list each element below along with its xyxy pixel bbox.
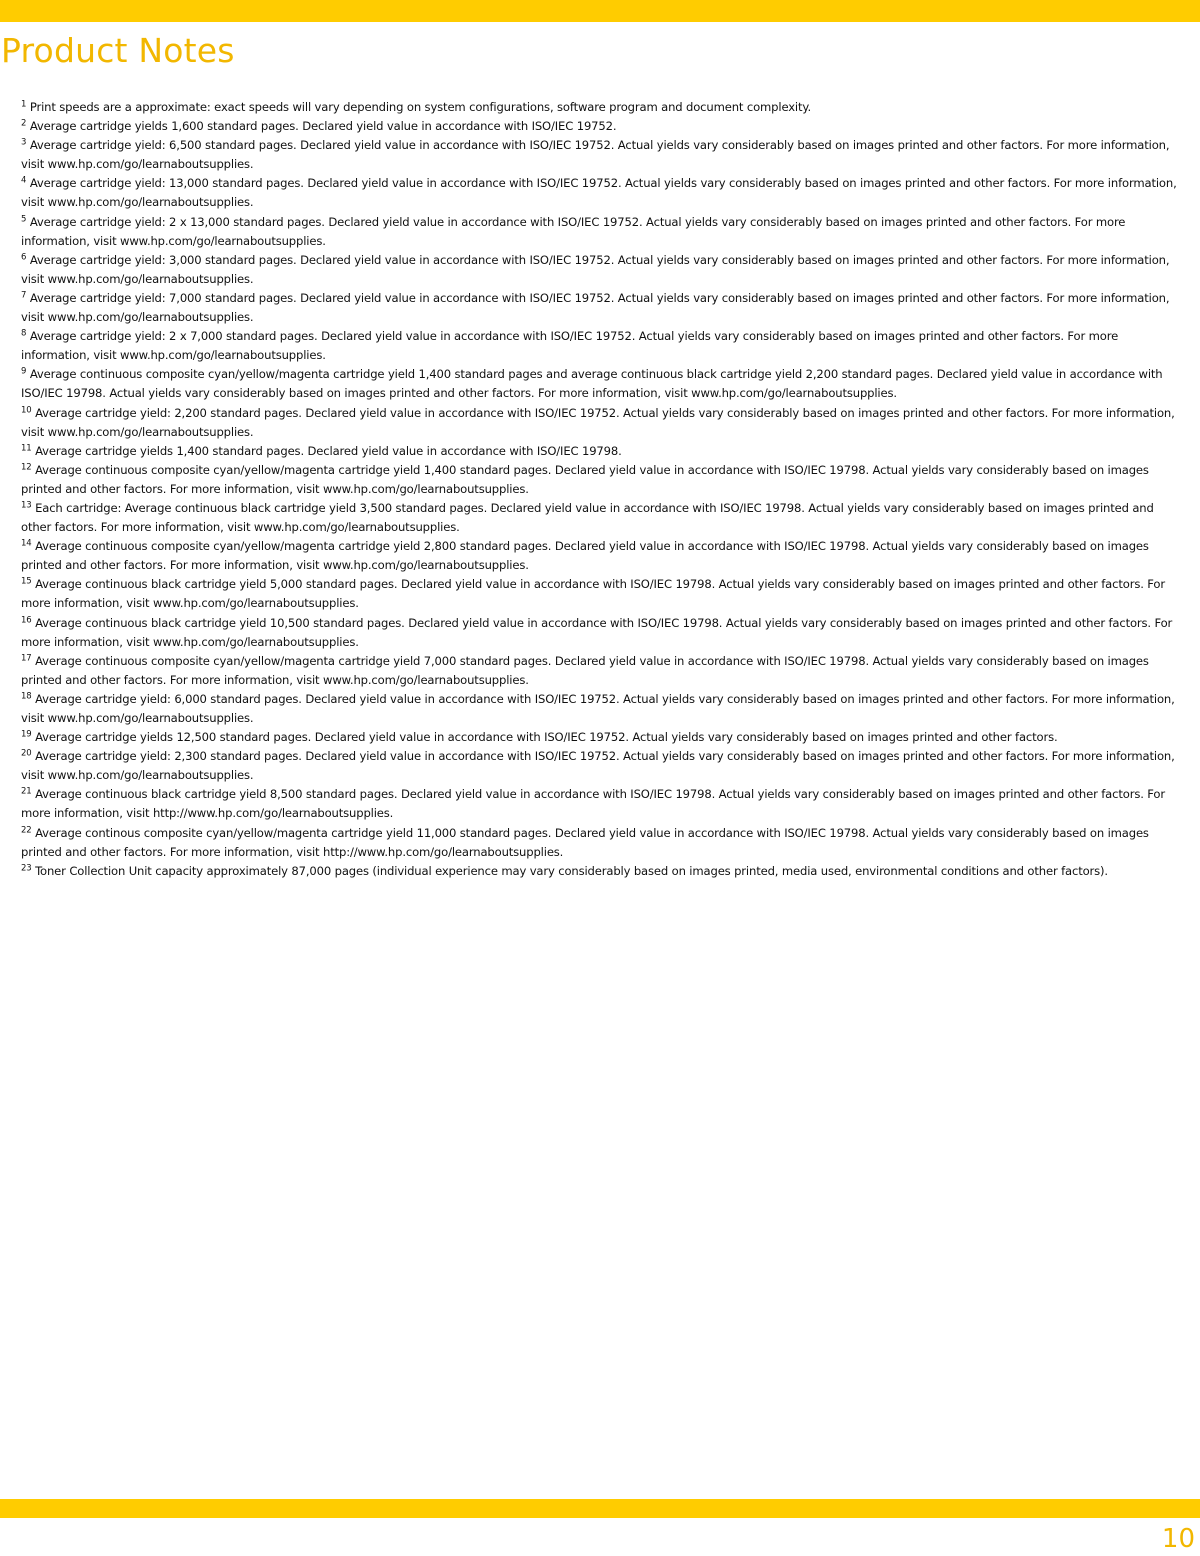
note-item (21, 652, 1181, 690)
note-item (21, 614, 1181, 652)
note-item (21, 728, 1181, 747)
top-accent-bar (0, 0, 1200, 22)
note-number: 23 (21, 863, 32, 874)
note-item (21, 136, 1181, 174)
note-text: Average continuous black cartridge yield 10,500 standard pages. Declared yield value in accordance with ISO/IEC 19798. Actual yields vary considerably based on images printed and other factors. For more information, visit www.hp.com/go/learnaboutsupplies. (21, 615, 1173, 649)
note-item (21, 404, 1181, 442)
note-text: Average cartridge yield: 2,300 standard pages. Declared yield value in accordance with ISO/IEC 19752. Actual yields vary considerably based on images printed and other factors. For more information, visit www.hp.com/go/learnaboutsupplies. (21, 749, 1175, 783)
note-text: Average cartridge yield: 3,000 standard pages. Declared yield value in accordance with ISO/IEC 19752. Actual yields vary considerably based on images printed and other factors. For more information, visit www.hp.com/go/learnaboutsupplies. (21, 252, 1170, 286)
note-item (21, 537, 1181, 575)
note-item (21, 747, 1181, 785)
note-number: 14 (21, 538, 32, 549)
note-item (21, 785, 1181, 823)
note-number: 11 (21, 443, 32, 454)
note-text: Average cartridge yield: 7,000 standard pages. Declared yield value in accordance with ISO/IEC 19752. Actual yields vary considerably based on images printed and other factors. For more information, visit www.hp.com/go/learnaboutsupplies. (21, 290, 1170, 325)
note-item (21, 862, 1181, 881)
note-number: 22 (21, 824, 32, 835)
note-number: 6 (21, 252, 27, 263)
note-number: 12 (21, 462, 32, 473)
note-number: 1 (21, 99, 27, 110)
note-item (21, 461, 1181, 499)
note-item (21, 174, 1181, 212)
note-text: Average cartridge yields 1,400 standard pages. Declared yield value in accordance with ISO/IEC 19798. (35, 443, 622, 458)
note-number: 16 (21, 614, 32, 625)
note-text: Toner Collection Unit capacity approximately 87,000 pages (individual experience may vary considerably based on images printed, media used, environmental conditions and other factors). (35, 863, 1108, 878)
note-text: Average cartridge yield: 2,200 standard pages. Declared yield value in accordance with ISO/IEC 19752. Actual yields vary considerably based on images printed and other factors. For more information, visit www.hp.com/go/learnaboutsupplies. (21, 405, 1175, 439)
note-text: Average cartridge yields 1,600 standard pages. Declared yield value in accordance with ISO/IEC 19752. (29, 119, 617, 134)
note-text: Average cartridge yield: 13,000 standard pages. Declared yield value in accordance with ISO/IEC 19752. Actual yields vary considerably based on images printed and other factors. For more information, visit www.hp.com/go/learnaboutsupplies. (21, 176, 1177, 210)
note-number: 5 (21, 213, 27, 224)
note-text: Average continuous composite cyan/yellow/magenta cartridge yield 1,400 standard pages and average continuous black cartridge yield 2,200 standard pages. Declared yield value in accordance with ISO/IEC 19798. Actual yields vary considerably based on images printed and other factors. For more information, visit www.hp.com/go/learnaboutsupplies. (21, 367, 1163, 401)
page-number: 10 (1161, 1524, 1195, 1554)
note-text: Average continuous black cartridge yield 8,500 standard pages. Declared yield value in accordance with ISO/IEC 19798. Actual yields vary considerably based on images printed and other factors. For more information, visit http://www.hp.com/go/learnaboutsupplies. (21, 787, 1165, 821)
note-item (21, 575, 1181, 613)
note-text: Average continuous black cartridge yield 5,000 standard pages. Declared yield value in accordance with ISO/IEC 19798. Actual yields vary considerably based on images printed and other factors. For more information, visit www.hp.com/go/learnaboutsupplies. (21, 577, 1165, 611)
note-text: Average continuous composite cyan/yellow/magenta cartridge yield 7,000 standard pages. Declared yield value in accordance with ISO/IEC 19798. Actual yields vary considerably based on images printed and other factors. For more information, visit www.hp.com/go/learnaboutsupplies. (21, 653, 1149, 687)
note-item (21, 824, 1181, 862)
note-item (21, 442, 1181, 461)
note-number: 2 (21, 118, 27, 129)
note-item (21, 98, 1181, 117)
note-text: Each cartridge: Average continuous black cartridge yield 3,500 standard pages. Declared yield value in accordance with ISO/IEC 19798. Actual yields vary considerably based on images printed and other factors. For more information, visit www.hp.com/go/learnaboutsupplies. (21, 500, 1154, 535)
note-number: 18 (21, 691, 32, 702)
note-text: Average cartridge yields 12,500 standard pages. Declared yield value in accordance with ISO/IEC 19752. Actual yields vary considerably based on images printed and other factors. (35, 730, 1058, 745)
note-item (21, 327, 1181, 365)
note-text: Average cartridge yield: 6,000 standard pages. Declared yield value in accordance with ISO/IEC 19752. Actual yields vary considerably based on images printed and other factors. For more information, visit www.hp.com/go/learnaboutsupplies. (21, 691, 1175, 725)
note-number: 7 (21, 290, 27, 301)
bottom-accent-bar (0, 1499, 1200, 1518)
note-number: 10 (21, 404, 32, 415)
note-text: Average continous composite cyan/yellow/magenta cartridge yield 11,000 standard pages. Declared yield value in accordance with ISO/IEC 19798. Actual yields vary considerably based on images printed and other factors. For more information, visit http://www.hp.com/go/learnaboutsupplies. (21, 825, 1149, 859)
note-item (21, 499, 1181, 537)
note-item (21, 365, 1181, 403)
note-number: 9 (21, 366, 27, 377)
note-number: 19 (21, 729, 32, 740)
note-number: 8 (21, 328, 27, 339)
note-text: Average cartridge yield: 6,500 standard pages. Declared yield value in accordance with ISO/IEC 19752. Actual yields vary considerably based on images printed and other factors. For more information, visit www.hp.com/go/learnaboutsupplies. (21, 138, 1170, 172)
note-text: Average cartridge yield: 2 x 7,000 standard pages. Declared yield value in accordance with ISO/IEC 19752. Actual yields vary considerably based on images printed and other factors. For more information, visit www.hp.com/go/learnaboutsupplies. (21, 329, 1119, 363)
page-title: Product Notes (1, 31, 235, 70)
note-item (21, 690, 1181, 728)
product-notes-list (21, 98, 1181, 881)
note-number: 20 (21, 748, 32, 759)
note-number: 4 (21, 175, 27, 186)
note-item (21, 289, 1181, 327)
note-text: Average cartridge yield: 2 x 13,000 standard pages. Declared yield value in accordance with ISO/IEC 19752. Actual yields vary considerably based on images printed and other factors. For more information, visit www.hp.com/go/learnaboutsupplies. (21, 214, 1126, 248)
note-text: Print speeds are a approximate: exact speeds will vary depending on system configurations, software program and document complexity. (29, 100, 811, 114)
note-item (21, 213, 1181, 251)
note-text: Average continuous composite cyan/yellow/magenta cartridge yield 1,400 standard pages. Declared yield value in accordance with ISO/IEC 19798. Actual yields vary considerably based on images printed and other factors. For more information, visit www.hp.com/go/learnaboutsupplies. (21, 462, 1149, 496)
note-number: 13 (21, 500, 32, 511)
note-item (21, 117, 1181, 136)
note-item (21, 251, 1181, 289)
note-number: 21 (21, 786, 32, 797)
note-number: 17 (21, 653, 32, 664)
note-text: Average continuous composite cyan/yellow/magenta cartridge yield 2,800 standard pages. Declared yield value in accordance with ISO/IEC 19798. Actual yields vary considerably based on images printed and other factors. For more information, visit www.hp.com/go/learnaboutsupplies. (21, 539, 1149, 573)
note-number: 15 (21, 576, 32, 587)
note-number: 3 (21, 137, 27, 148)
